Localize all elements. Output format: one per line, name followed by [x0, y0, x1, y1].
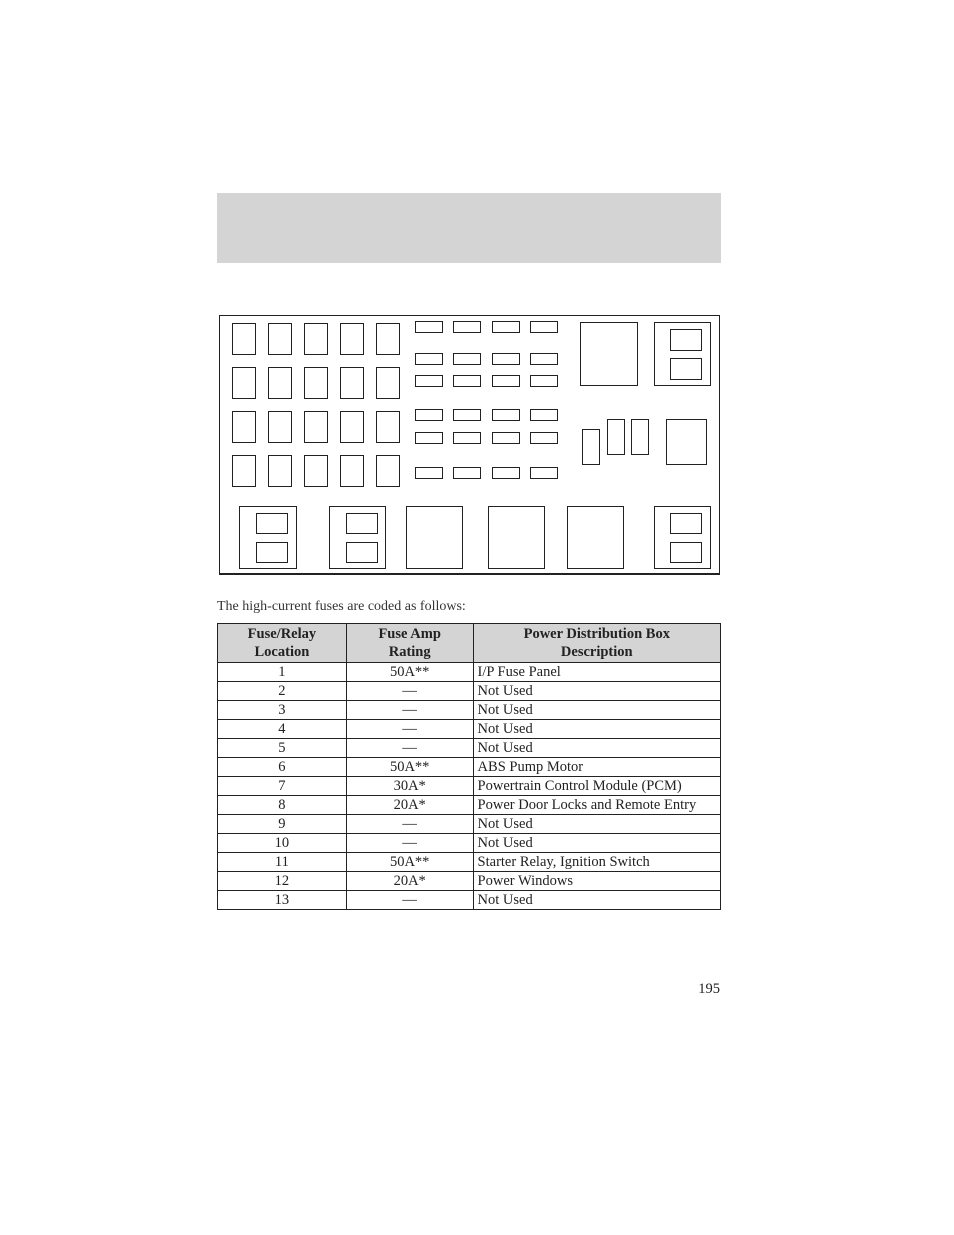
fuse-rating-cell: 50A** [346, 758, 473, 777]
table-row [218, 758, 721, 777]
table-row [218, 777, 721, 796]
relay-slot-small [670, 329, 702, 351]
table-row [218, 720, 721, 739]
mini-fuse-slot [530, 409, 558, 421]
fuse-rating-cell: — [346, 834, 473, 853]
relay-slot [488, 506, 545, 569]
maxi-fuse-slot [340, 411, 364, 443]
mini-fuse-slot [492, 432, 520, 444]
table-row [218, 834, 721, 853]
mini-fuse-slot [453, 409, 481, 421]
table-row [218, 891, 721, 910]
diode-slot [631, 419, 649, 455]
mini-fuse-slot [530, 321, 558, 333]
mini-fuse-slot [530, 375, 558, 387]
header-rating: Fuse Amp Rating [346, 624, 473, 663]
fuse-location-cell: 5 [218, 739, 347, 758]
mini-fuse-slot [492, 375, 520, 387]
fuse-location-cell: 3 [218, 701, 347, 720]
mini-fuse-slot [415, 409, 443, 421]
mini-fuse-slot [492, 321, 520, 333]
mini-fuse-slot [492, 409, 520, 421]
maxi-fuse-slot [376, 455, 400, 487]
mini-fuse-slot [492, 353, 520, 365]
diode-slot [607, 419, 625, 455]
fuse-rating-cell: 20A* [346, 872, 473, 891]
maxi-fuse-slot [376, 367, 400, 399]
fuse-location-cell: 10 [218, 834, 347, 853]
header-location: Fuse/Relay Location [218, 624, 347, 663]
mini-fuse-slot [415, 467, 443, 479]
fuse-rating-cell: — [346, 720, 473, 739]
relay-slot-small [256, 542, 288, 563]
fuse-rating-cell: 30A* [346, 777, 473, 796]
fuse-description-cell: Not Used [473, 701, 720, 720]
relay-slot [567, 506, 624, 569]
relay-slot-small [670, 542, 702, 563]
fuse-description-cell: ABS Pump Motor [473, 758, 720, 777]
fuse-location-cell: 6 [218, 758, 347, 777]
fuse-rating-cell: 50A** [346, 663, 473, 682]
fuse-rating-cell: 20A* [346, 796, 473, 815]
mini-fuse-slot [492, 467, 520, 479]
table-row [218, 815, 721, 834]
fuse-rating-cell: — [346, 739, 473, 758]
maxi-fuse-slot [304, 323, 328, 355]
intro-text: The high-current fuses are coded as follows: [217, 599, 466, 614]
table-row [218, 872, 721, 891]
fuse-description-cell: Powertrain Control Module (PCM) [473, 777, 720, 796]
mini-fuse-slot [453, 432, 481, 444]
fuse-location-cell: 4 [218, 720, 347, 739]
fuse-location-cell: 13 [218, 891, 347, 910]
power-distribution-box-diagram [219, 315, 720, 575]
maxi-fuse-slot [376, 323, 400, 355]
fuse-location-cell: 11 [218, 853, 347, 872]
page-number: 195 [698, 981, 720, 997]
mini-fuse-slot [453, 467, 481, 479]
maxi-fuse-slot [268, 411, 292, 443]
fuse-description-cell: I/P Fuse Panel [473, 663, 720, 682]
fuse-description-cell: Not Used [473, 739, 720, 758]
mini-fuse-slot [530, 467, 558, 479]
relay-slot-small [670, 513, 702, 534]
mini-fuse-slot [415, 353, 443, 365]
maxi-fuse-slot [304, 411, 328, 443]
maxi-fuse-slot [232, 367, 256, 399]
mini-fuse-slot [415, 321, 443, 333]
table-row [218, 853, 721, 872]
fuse-description-cell: Not Used [473, 720, 720, 739]
table-header-row [218, 624, 721, 663]
fuse-rating-cell: — [346, 815, 473, 834]
fuse-description-cell: Not Used [473, 834, 720, 853]
table-row [218, 682, 721, 701]
fuse-description-cell: Not Used [473, 682, 720, 701]
fuse-rating-cell: 50A** [346, 853, 473, 872]
relay-slot-small [670, 358, 702, 380]
fuse-rating-cell: — [346, 682, 473, 701]
maxi-fuse-slot [232, 455, 256, 487]
fuse-description-cell: Not Used [473, 815, 720, 834]
fuse-rating-cell: — [346, 891, 473, 910]
relay-slot [666, 419, 707, 465]
fuse-location-cell: 12 [218, 872, 347, 891]
fuse-description-cell: Not Used [473, 891, 720, 910]
maxi-fuse-slot [268, 455, 292, 487]
maxi-fuse-slot [376, 411, 400, 443]
mini-fuse-slot [530, 353, 558, 365]
maxi-fuse-slot [340, 455, 364, 487]
fuse-description-cell: Starter Relay, Ignition Switch [473, 853, 720, 872]
diode-slot [582, 429, 600, 465]
mini-fuse-slot [415, 432, 443, 444]
table-row [218, 663, 721, 682]
fuse-table [217, 623, 721, 910]
maxi-fuse-slot [232, 411, 256, 443]
maxi-fuse-slot [268, 367, 292, 399]
section-header-bar [217, 193, 721, 263]
mini-fuse-slot [453, 321, 481, 333]
table-row [218, 796, 721, 815]
fuse-description-cell: Power Door Locks and Remote Entry [473, 796, 720, 815]
maxi-fuse-slot [340, 367, 364, 399]
fuse-location-cell: 1 [218, 663, 347, 682]
mini-fuse-slot [453, 353, 481, 365]
maxi-fuse-slot [340, 323, 364, 355]
relay-slot-small [346, 513, 378, 534]
maxi-fuse-slot [232, 323, 256, 355]
fuse-location-cell: 8 [218, 796, 347, 815]
table-row [218, 701, 721, 720]
fuse-location-cell: 9 [218, 815, 347, 834]
relay-slot [580, 322, 638, 386]
fuse-location-cell: 7 [218, 777, 347, 796]
maxi-fuse-slot [304, 455, 328, 487]
relay-slot-small [346, 542, 378, 563]
fuse-rating-cell: — [346, 701, 473, 720]
mini-fuse-slot [530, 432, 558, 444]
fuse-location-cell: 2 [218, 682, 347, 701]
header-description: Power Distribution Box Description [473, 624, 720, 663]
maxi-fuse-slot [268, 323, 292, 355]
fuse-description-cell: Power Windows [473, 872, 720, 891]
mini-fuse-slot [415, 375, 443, 387]
table-row [218, 739, 721, 758]
maxi-fuse-slot [304, 367, 328, 399]
mini-fuse-slot [453, 375, 481, 387]
relay-slot-small [256, 513, 288, 534]
relay-slot [406, 506, 463, 569]
